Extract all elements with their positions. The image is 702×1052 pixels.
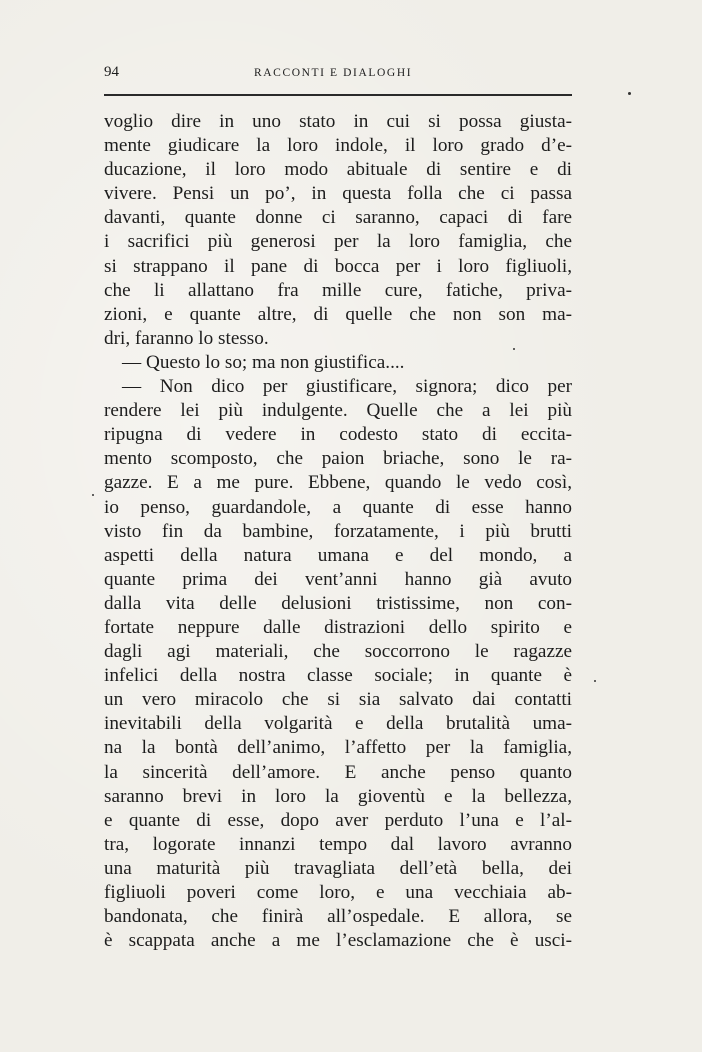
text-line: bandonata, che finirà all’ospedale. E allora, se: [104, 906, 572, 928]
text-line: io penso, guardandole, a quante di esse hanno: [104, 496, 572, 518]
ink-speck: [92, 494, 94, 496]
text-line: dri, faranno lo stesso.: [104, 327, 269, 349]
text-line: che li allattano fra mille cure, fatiche, priva-: [104, 279, 572, 301]
text-line: dalla vita delle delusioni tristissime, non con-: [104, 592, 572, 614]
text-line: mento scomposto, che paion briache, sono le ra-: [104, 448, 572, 470]
text-line: e quante di esse, dopo aver perduto l’una e l’al-: [104, 809, 572, 831]
text-line: i sacrifici più generosi per la loro famiglia, che: [104, 231, 572, 253]
text-line: una maturità più travagliata dell’età bella, dei: [104, 857, 572, 879]
body-text: [104, 110, 572, 953]
text-line: inevitabili della volgarità e della brutalità uma-: [104, 713, 572, 735]
text-line: figliuoli poveri come loro, e una vecchiaia ab-: [104, 882, 572, 903]
text-line: visto fin da bambine, forzatamente, i più brutti: [104, 520, 572, 542]
page-number: 94: [104, 64, 119, 80]
text-line: un vero miracolo che si sia salvato dai contatti: [104, 689, 572, 711]
text-line: mente giudicare la loro indole, il loro grado d’e-: [104, 135, 572, 157]
text-line: davanti, quante donne ci saranno, capaci di fare: [104, 207, 572, 229]
text-line: ducazione, il loro modo abituale di sentire e di: [104, 159, 572, 181]
ink-speck: [628, 92, 631, 95]
text-line: è scappata anche a me l’esclamazione che è usci-: [104, 930, 572, 952]
text-line: infelici della nostra classe sociale; in quante è: [104, 665, 572, 687]
page-header: [104, 62, 572, 90]
ink-speck: [594, 680, 596, 682]
text-line: zioni, e quante altre, di quelle che non son ma-: [104, 303, 572, 325]
text-line: la sincerità dell’amore. E anche penso quanto: [104, 761, 572, 783]
text-line: voglio dire in uno stato in cui si possa giusta-: [104, 111, 572, 132]
text-line: ripugna di vedere in codesto stato di eccita-: [104, 424, 572, 446]
text-line: tra, logorate innanzi tempo dal lavoro avranno: [104, 833, 572, 855]
text-line: na la bontà dell’animo, l’affetto per la famiglia,: [104, 737, 572, 759]
text-line: aspetti della natura umana e del mondo, a: [104, 544, 572, 566]
text-line: gazze. E a me pure. Ebbene, quando le vedo così,: [104, 472, 572, 494]
header-rule: [104, 94, 572, 96]
text-line: saranno brevi in loro la gioventù e la bellezza,: [104, 785, 572, 807]
text-line: fortate neppure dalle distrazioni dello spirito e: [104, 616, 572, 638]
text-line: si strappano il pane di bocca per i loro figliuoli,: [104, 255, 572, 277]
text-line: vivere. Pensi un po’, in questa folla che ci passa: [104, 183, 572, 205]
text-line: rendere lei più indulgente. Quelle che a lei più: [104, 400, 572, 422]
running-head: RACCONTI E DIALOGHI: [254, 67, 413, 79]
text-line: dagli agi materiali, che soccorrono le ragazze: [104, 641, 572, 663]
ink-speck: [513, 348, 515, 350]
text-line: — Non dico per giustificare, signora; dico per: [122, 376, 572, 398]
text-line: — Questo lo so; ma non giustifica....: [122, 351, 405, 373]
text-line: quante prima dei vent’anni hanno già avuto: [104, 568, 572, 590]
